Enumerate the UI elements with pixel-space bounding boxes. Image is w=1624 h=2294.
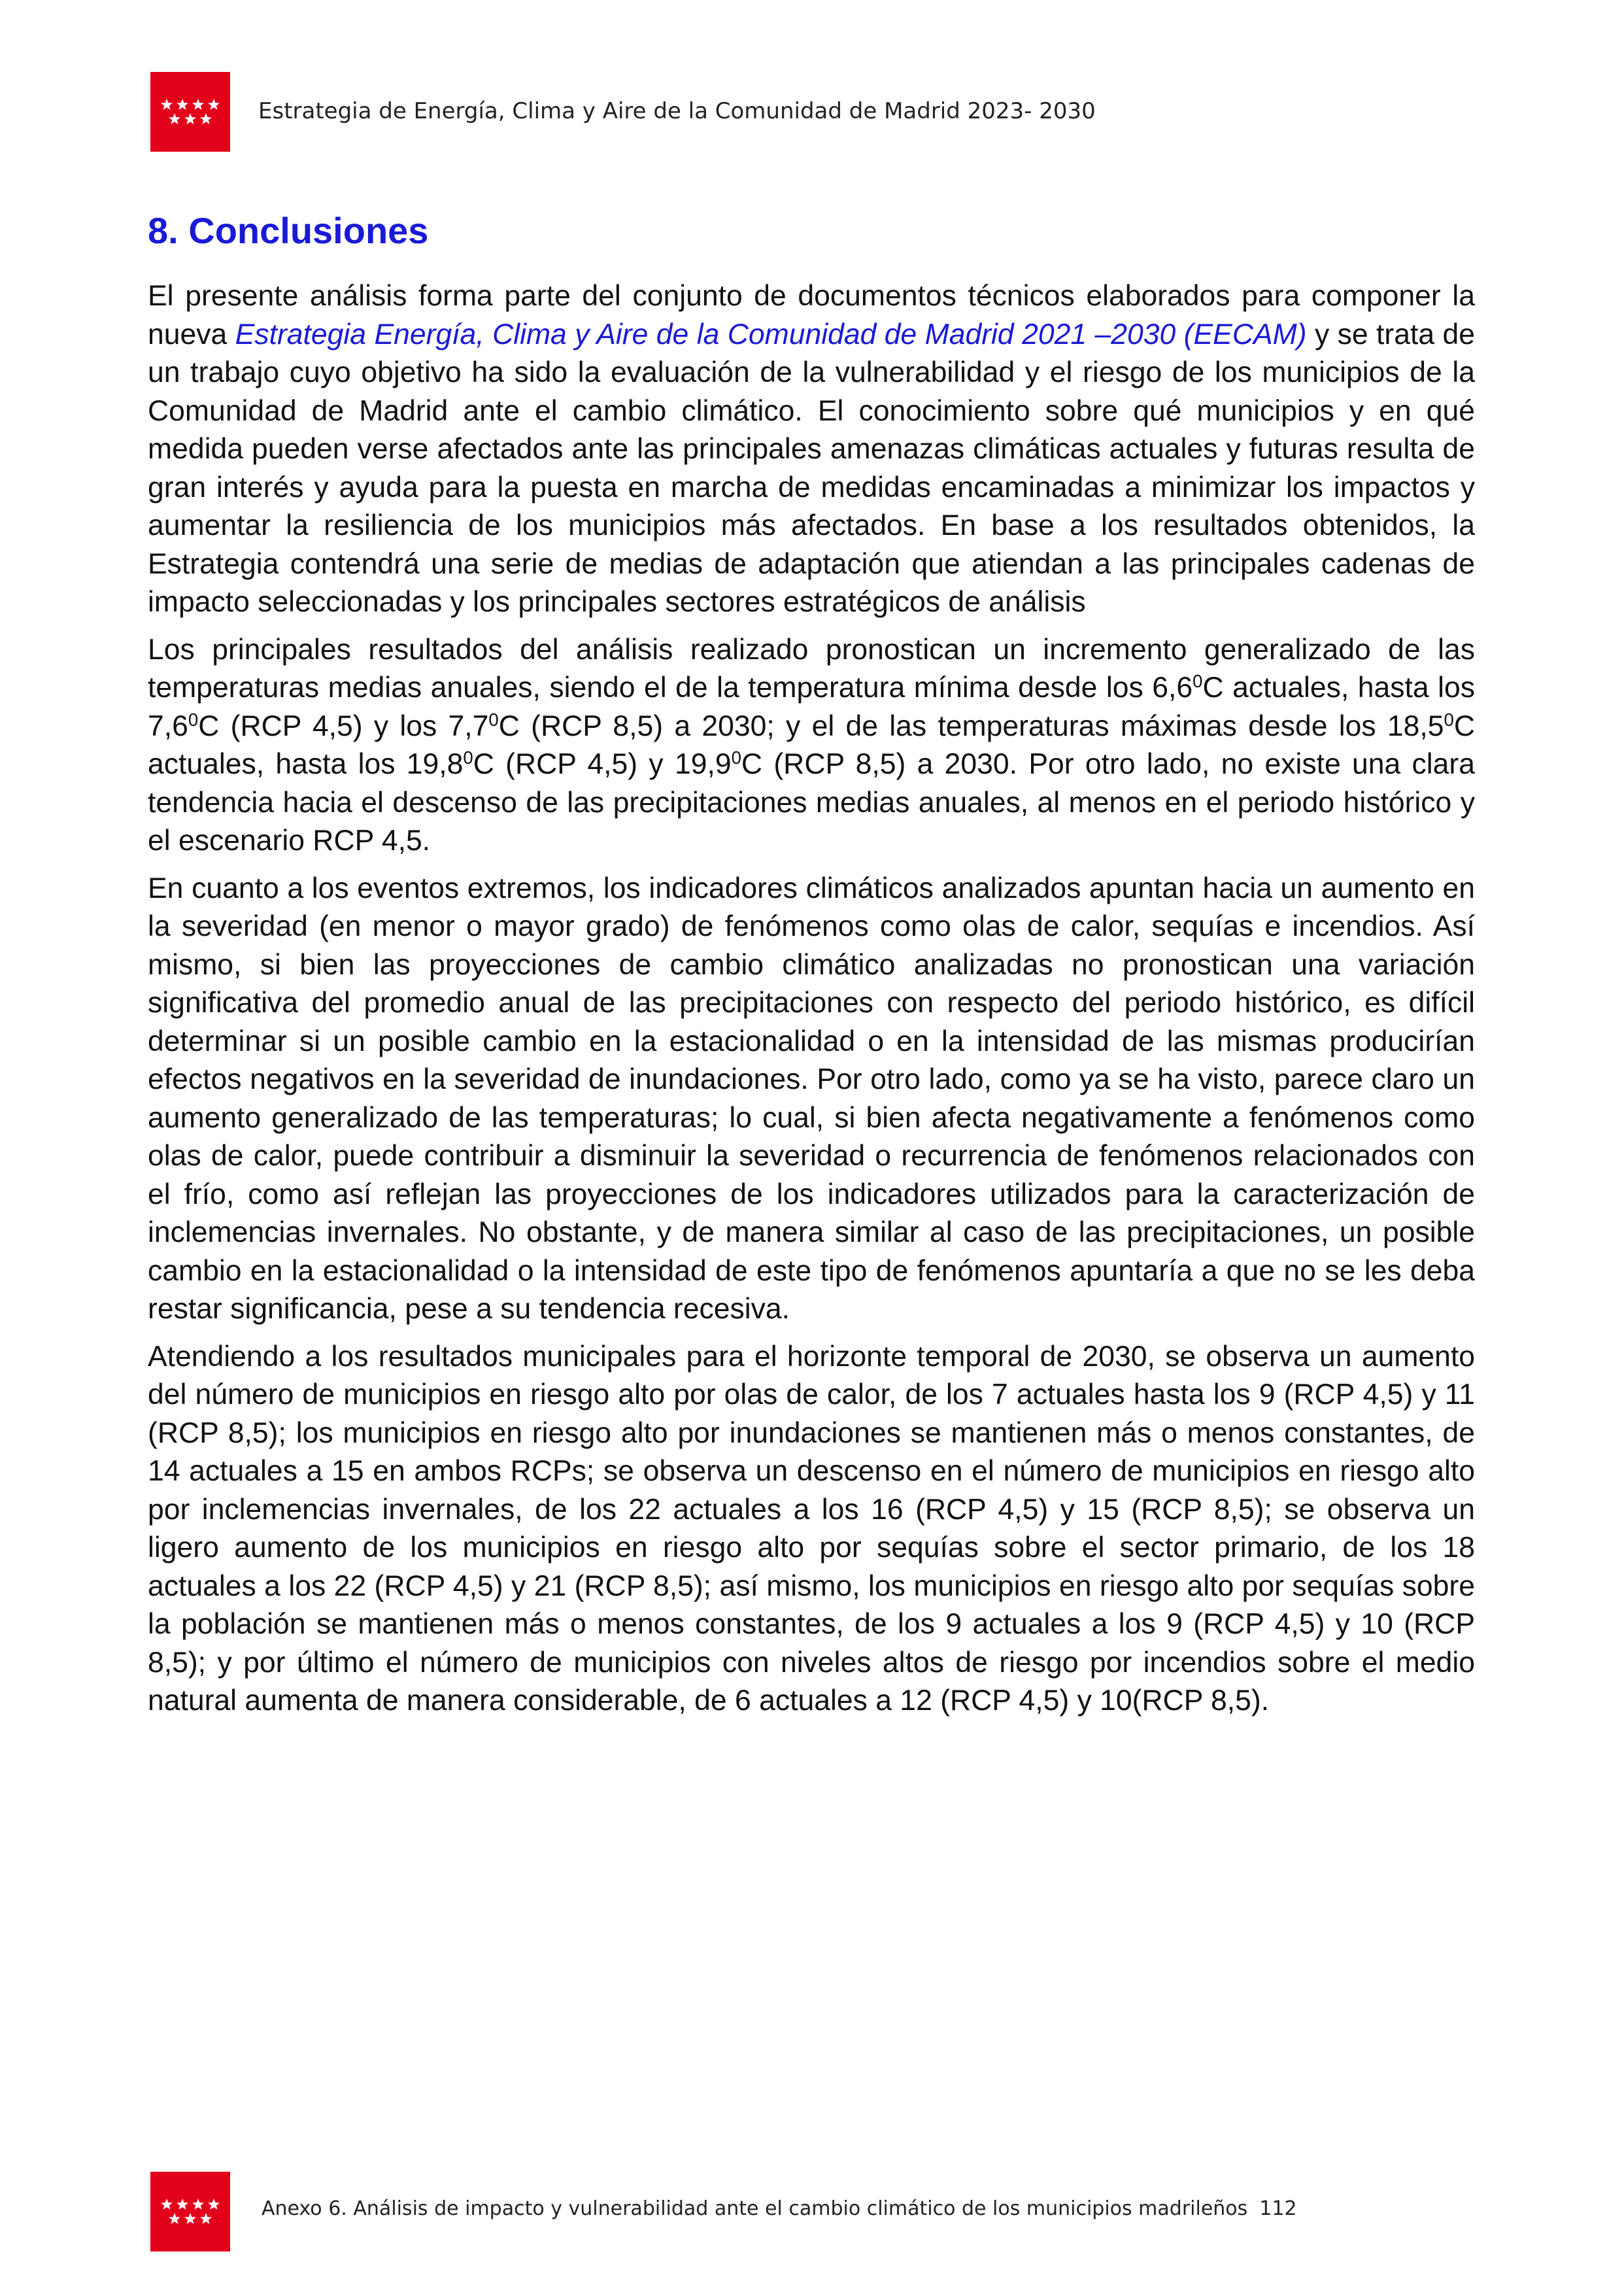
paragraph-intro-before: El presente análisis forma parte del conjunto de documentos técnicos elaborados para componer la nueva <box>148 280 1475 351</box>
paragraph-intro <box>148 277 1475 622</box>
page-number: 112 <box>1259 2197 1297 2220</box>
madrid-flag-stars-icon <box>150 72 230 152</box>
temperature-text-7: C (RCP 8,5) a 2030. Por otro lado, no existe una clara tendencia hacia el descenso de las precipitaciones medias anuales, al menos en el periodo histórico y el escenario RCP 4,5. <box>148 748 1475 857</box>
paragraph-temperature-results <box>148 631 1475 861</box>
temperature-text-4: C (RCP 8,5) a 2030; y el de las temperaturas máximas desde los 18,5 <box>498 710 1444 742</box>
temperature-text-1: Los principales resultados del análisis realizado pronostican un incremento generalizado de las temperaturas medias anuales, siendo el de la temperatura mínima desde los 6,6 <box>148 633 1475 704</box>
paragraph-municipal-results: Atendiendo a los resultados municipales para el horizonte temporal de 2030, se observa un aumento del número de municipios en riesgo alto por olas de calor, de los 7 actuales hasta los 9 (RCP 4,5) y 11 (RCP 8,5); los municipios en riesgo alto por inundaciones se mantienen más o menos constantes, de 14 actuales a 15 en ambos RCPs; se observa un descenso en el número de municipios en riesgo alto por inclemencias invernales, de los 22 actuales a los 16 (RCP 4,5) y 15 (RCP 8,5); se observa un ligero aumento de los municipios en riesgo alto por sequías sobre el sector primario, de los 18 actuales a los 22 (RCP 4,5) y 21 (RCP 8,5); así mismo, los municipios en riesgo alto por sequías sobre la población se mantienen más o menos constantes, de los 9 actuales a los 9 (RCP 4,5) y 10 (RCP 8,5); y por último el número de municipios con niveles altos de riesgo por incendios sobre el medio natural aumenta de manera considerable, de 6 actuales a 12 (RCP 4,5) y 10(RCP 8,5). <box>148 1340 1475 1717</box>
section-title: 8. Conclusiones <box>148 210 429 251</box>
madrid-flag-stars-icon <box>150 2172 230 2251</box>
stars-icon <box>159 2197 222 2226</box>
temperature-text-3: C (RCP 4,5) y los 7,7 <box>198 710 489 742</box>
degree-superscript: 0 <box>731 747 741 768</box>
degree-superscript: 0 <box>1444 709 1454 730</box>
temperature-text-2: C actuales, hasta los 7,6 <box>148 672 1475 742</box>
eecam-strategy-link[interactable]: Estrategia Energía, Clima y Aire de la Comunidad de Madrid 2021 –2030 (EECAM) <box>235 318 1307 351</box>
temperature-text-5: C actuales, hasta los 19,8 <box>148 710 1475 780</box>
degree-superscript: 0 <box>1193 670 1203 691</box>
paragraph-extreme-events: En cuanto a los eventos extremos, los indicadores climáticos analizados apuntan hacia un aumento en la severidad (en menor o mayor grado) de fenómenos como olas de calor, sequías e incendios. Así mismo, si bien las proyecciones de cambio climático analizadas no pronostican una variación significativa del promedio anual de las precipitaciones con respecto del periodo histórico, es difícil determinar si un posible cambio en la estacionalidad o en la intensidad de las mismas producirían efectos negativos en la severidad de inundaciones. Por otro lado, como ya se ha visto, parece claro un aumento generalizado de las temperaturas; lo cual, si bien afecta negativamente a fenómenos como olas de calor, puede contribuir a disminuir la severidad o recurrencia de fenómenos relacionados con el frío, como así reflejan las proyecciones de los indicadores utilizados para la caracterización de inclemencias invernales. No obstante, y de manera similar al caso de las precipitaciones, un posible cambio en la estacionalidad o la intensidad de este tipo de fenómenos apuntaría a que no se les deba restar significancia, pese a su tendencia recesiva. <box>148 872 1475 1325</box>
paragraph-intro-after: y se trata de un trabajo cuyo objetivo ha sido la evaluación de la vulnerabilidad y el riesgo de los municipios de la Comunidad de Madrid ante el cambio climático. El conocimiento sobre qué municipios y en qué medida pueden verse afectados ante las principales amenazas climáticas actuales y futuras resulta de gran interés y ayuda para la puesta en marcha de medidas encaminadas a minimizar los impactos y aumentar la resiliencia de los municipios más afectados. En base a los resultados obtenidos, la Estrategia contendrá una serie de medias de adaptación que atiendan a las principales cadenas de impacto seleccionadas y los principales sectores estratégicos de análisis <box>148 318 1476 618</box>
temperature-text-6: C (RCP 4,5) y 19,9 <box>473 748 732 780</box>
degree-superscript: 0 <box>188 709 199 730</box>
body-content <box>148 277 1475 1730</box>
footer <box>262 2197 1297 2220</box>
header-title: Estrategia de Energía, Clima y Aire de la Comunidad de Madrid 2023- 2030 <box>258 98 1096 124</box>
footer-text: Anexo 6. Análisis de impacto y vulnerabilidad ante el cambio climático de los municipios madrileños <box>262 2197 1248 2220</box>
degree-superscript: 0 <box>463 747 473 768</box>
degree-superscript: 0 <box>488 709 499 730</box>
stars-icon <box>159 97 222 126</box>
